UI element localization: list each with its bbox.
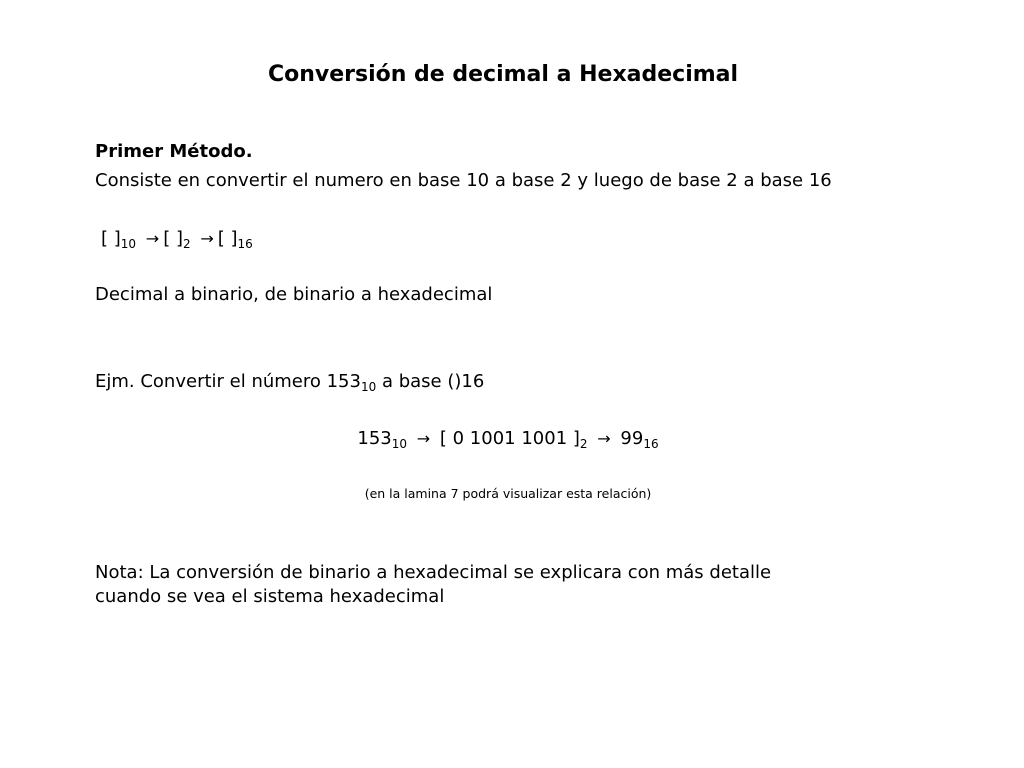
decimal-subscript: 10 xyxy=(391,437,408,451)
formula-subscript-2: 2 xyxy=(182,237,191,251)
reference-note: (en la lamina 7 podrá visualizar esta relación) xyxy=(364,486,652,501)
example-statement xyxy=(95,371,484,392)
binary-subscript: 2 xyxy=(579,437,588,451)
formula-bracket-base2: [ ] xyxy=(163,228,183,249)
hex-value: 99 xyxy=(620,428,644,449)
binary-value: [ 0 1001 1001 ] xyxy=(439,428,580,449)
example-prefix: Ejm. Convertir el número 153 xyxy=(95,371,361,392)
formula-subscript-10: 10 xyxy=(120,237,137,251)
example-subscript: 10 xyxy=(360,380,377,394)
arrow-icon: → xyxy=(200,229,214,248)
arrow-icon: → xyxy=(416,429,431,448)
hex-subscript: 16 xyxy=(643,437,659,451)
base-formula xyxy=(101,228,253,249)
example-suffix: a base ()16 xyxy=(376,371,485,392)
method-description: Consiste en convertir el numero en base 10 a base 2 y luego de base 2 a base 16 xyxy=(95,170,832,191)
formula-bracket-base16: [ ] xyxy=(217,228,238,249)
formula-bracket-base10: [ ] xyxy=(101,228,121,249)
arrow-icon: → xyxy=(597,429,611,448)
method-heading: Primer Método. xyxy=(95,141,253,162)
slide-title: Conversión de decimal a Hexadecimal xyxy=(267,62,739,87)
formula-subscript-16: 16 xyxy=(237,237,253,251)
note-line-2: cuando se vea el sistema hexadecimal xyxy=(95,586,445,607)
note-line-1: Nota: La conversión de binario a hexadecimal se explicara con más detalle xyxy=(95,562,772,583)
arrow-icon: → xyxy=(145,229,160,248)
conversion-example xyxy=(0,428,1016,449)
conversion-path-text: Decimal a binario, de binario a hexadecimal xyxy=(95,284,493,305)
decimal-value: 153 xyxy=(357,428,392,449)
